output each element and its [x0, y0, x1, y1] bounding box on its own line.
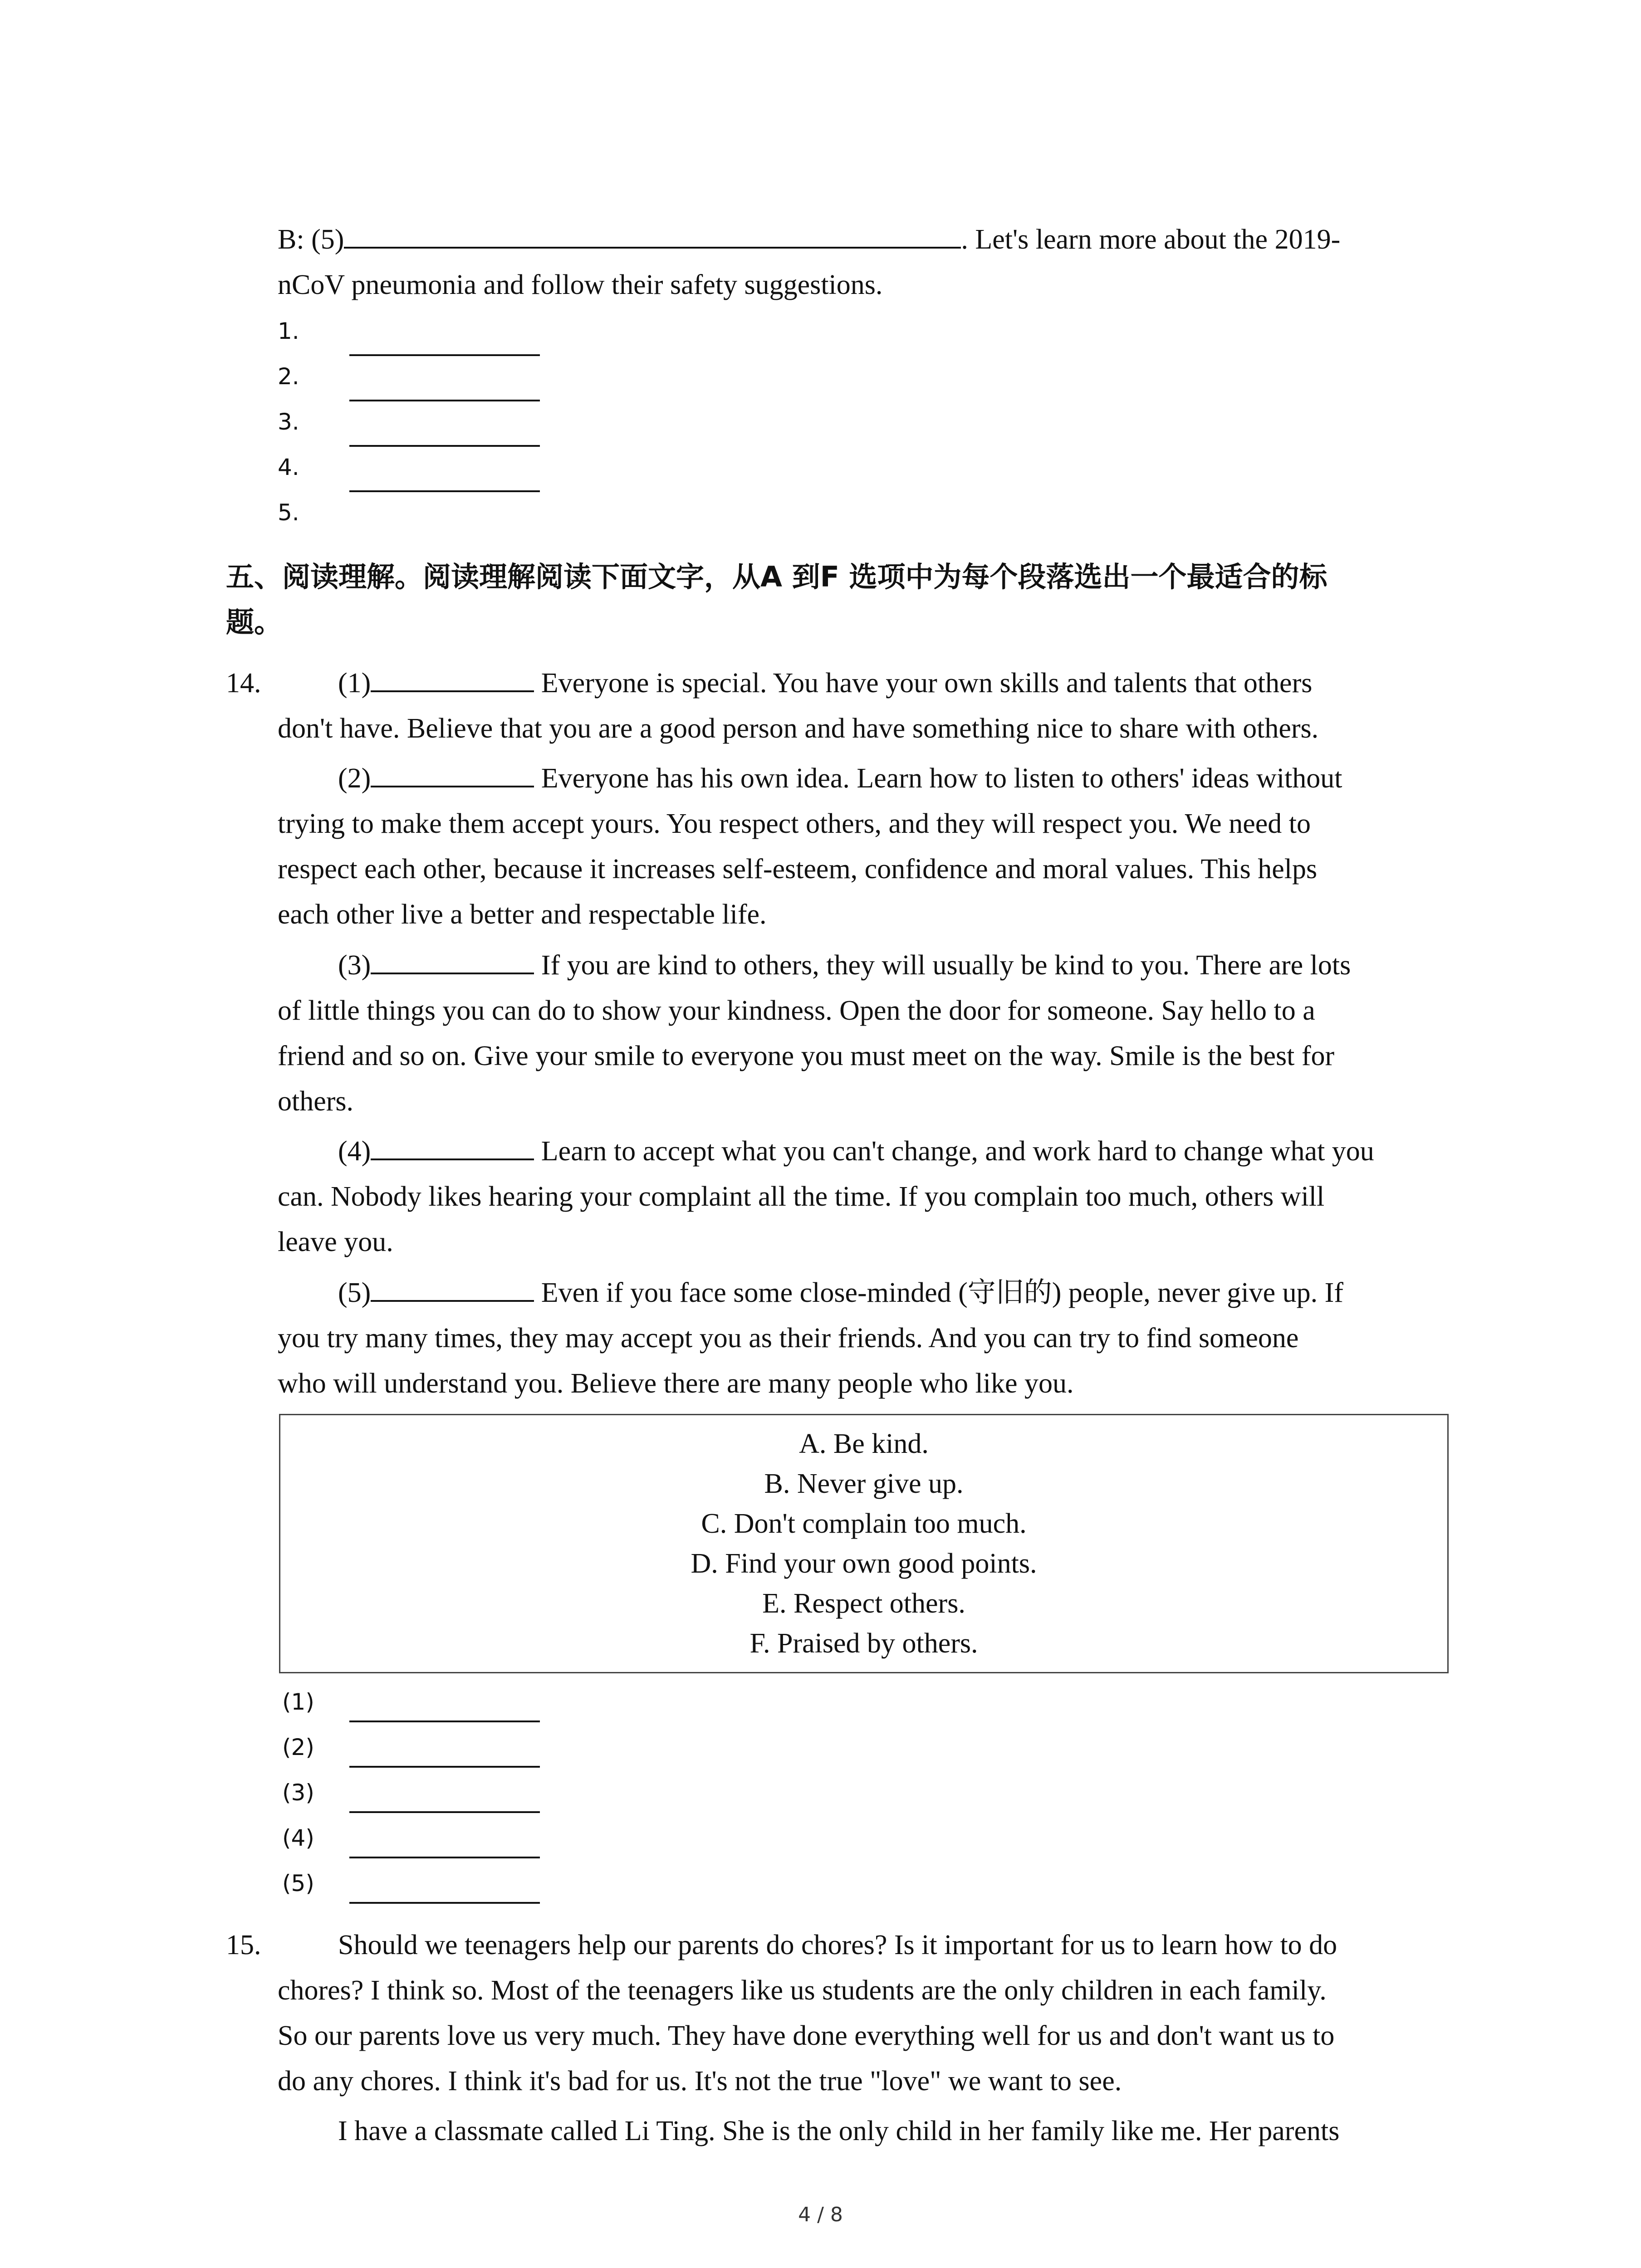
option-e: E. Respect others. [762, 1588, 965, 1619]
paragraph-line: of little things you can do to show your kindness. Open the door for someone. Say hello to a [278, 995, 1315, 1026]
blank-5[interactable] [371, 1275, 534, 1302]
paragraph-1-line: (1) Everyone is special. You have your own skills and talents that others [338, 665, 1312, 701]
paragraph-5-line: (5) Even if you face some close-minded (守旧的) people, never give up. If [338, 1275, 1343, 1311]
paragraph-4-line: (4) Learn to accept what you can't change, and work hard to change what you [338, 1133, 1374, 1169]
paragraph-line: Should we teenagers help our parents do chores? Is it important for us to learn how to do [338, 1930, 1337, 1960]
answer-blank[interactable] [344, 221, 961, 249]
option-b: B. Never give up. [764, 1468, 964, 1499]
option-f: F. Praised by others. [749, 1628, 978, 1659]
dialogue-line-2: nCoV pneumonia and follow their safety suggestions. [278, 269, 883, 300]
question-number-14: 14. [226, 668, 261, 699]
answer-line-2[interactable] [349, 400, 540, 401]
speaker-label: B: (5) [278, 224, 344, 255]
dialogue-text: . Let's learn more about the 2019- [961, 224, 1341, 255]
paragraph-line: respect each other, because it increases self-esteem, confidence and moral values. This helps [278, 854, 1318, 885]
answer-line-2[interactable] [349, 1766, 540, 1768]
section-heading-cont: 题。 [226, 606, 283, 639]
blank-1[interactable] [371, 665, 534, 692]
blank-2[interactable] [371, 760, 534, 787]
answer-number-3: 3. [278, 409, 299, 435]
paragraph-line: I have a classmate called Li Ting. She is the only child in her family like me. Her parents [338, 2116, 1340, 2146]
option-c: C. Don't complain too much. [701, 1508, 1027, 1539]
paragraph-2-line: (2) Everyone has his own idea. Learn how to listen to others' ideas without [338, 760, 1342, 797]
paragraph-line: friend and so on. Give your smile to everyone you must meet on the way. Smile is the best for [278, 1041, 1335, 1071]
paragraph-line: who will understand you. Believe there are many people who like you. [278, 1368, 1074, 1399]
page-number: 4 / 8 [798, 2203, 843, 2226]
answer-line-1[interactable] [349, 354, 540, 356]
paragraph-line: you try many times, they may accept you as their friends. And you can try to find someone [278, 1323, 1299, 1354]
answer-line-3[interactable] [349, 1811, 540, 1813]
section-heading: 五、阅读理解。阅读理解阅读下面文字，从A 到F 选项中为每个段落选出一个最适合的标 [226, 560, 1327, 593]
answer-line-4[interactable] [349, 1857, 540, 1858]
answer-number-4: (4) [282, 1825, 314, 1851]
paragraph-line: chores? I think so. Most of the teenagers like us students are the only children in each family. [278, 1975, 1327, 2006]
answer-line-5[interactable] [349, 1902, 540, 1904]
paragraph-line: others. [278, 1086, 354, 1117]
answer-number-1: (1) [282, 1689, 314, 1715]
paragraph-line: each other live a better and respectable life. [278, 899, 767, 930]
answer-line-3[interactable] [349, 445, 540, 447]
options-box [279, 1414, 1449, 1673]
paragraph-line: So our parents love us very much. They have done everything well for us and don't want us to [278, 2020, 1335, 2051]
answer-number-5: (5) [282, 1870, 314, 1897]
paragraph-line: can. Nobody likes hearing your complaint all the time. If you complain too much, others will [278, 1181, 1325, 1212]
answer-number-2: (2) [282, 1734, 314, 1760]
answer-line-1[interactable] [349, 1721, 540, 1722]
blank-4[interactable] [371, 1133, 534, 1160]
paragraph-3-line: (3) If you are kind to others, they will usually be kind to you. There are lots [338, 947, 1351, 983]
answer-number-3: (3) [282, 1779, 314, 1806]
option-a: A. Be kind. [799, 1428, 929, 1459]
answer-number-2: 2. [278, 363, 299, 390]
paragraph-line: leave you. [278, 1227, 393, 1257]
answer-number-5: 5. [278, 499, 299, 526]
option-d: D. Find your own good points. [691, 1548, 1037, 1579]
paragraph-line: don't have. Believe that you are a good person and have something nice to share with others. [278, 713, 1319, 744]
paragraph-line: do any chores. I think it's bad for us. It's not the true "love" we want to see. [278, 2066, 1122, 2097]
paragraph-line: trying to make them accept yours. You respect others, and they will respect you. We need to [278, 808, 1311, 839]
question-number-15: 15. [226, 1930, 261, 1960]
blank-3[interactable] [371, 947, 534, 974]
answer-number-4: 4. [278, 454, 299, 480]
answer-number-1: 1. [278, 318, 299, 344]
answer-line-4[interactable] [349, 490, 540, 492]
dialogue-line-b5 [278, 221, 1340, 258]
